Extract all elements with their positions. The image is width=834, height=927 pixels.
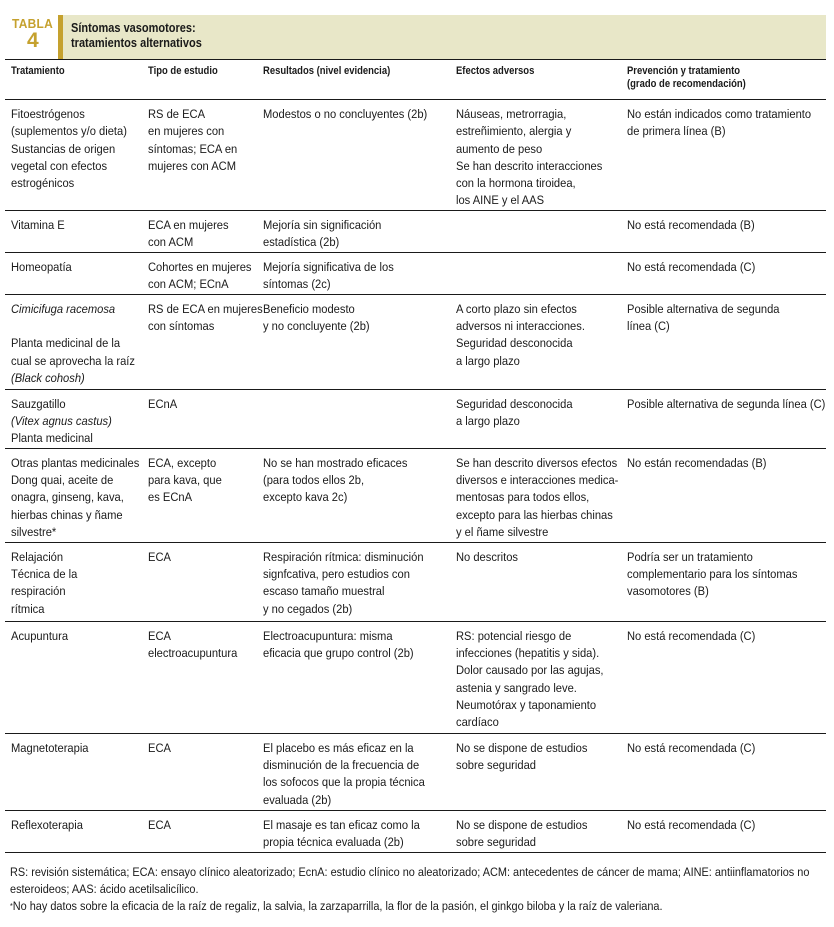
abbreviations-line1: RS: revisión sistemática; ECA: ensayo clínico aleatorizado; EcnA: estudio clínico no aleatorizado; ACM: antecedentes de cáncer de mama; AINE: antiinflamatorios no — [10, 865, 810, 879]
cell-line: El placebo es más eficaz en la — [263, 740, 414, 755]
cell-resultados — [263, 210, 456, 252]
cell-line: línea (C) — [627, 319, 670, 334]
table-row — [5, 448, 826, 542]
cell-line: No se dispone de estudios — [456, 817, 588, 832]
cell-line: síntomas; ECA en — [148, 141, 238, 156]
cell-line: No están indicados como tratamiento — [627, 107, 812, 121]
cell-tratamiento — [5, 389, 148, 448]
cell-prevencion-tratamiento — [627, 542, 826, 621]
cell-line: cardíaco — [456, 715, 499, 730]
column-header-efectos-adversos — [456, 60, 627, 100]
cell-line: Podría ser un tratamiento — [627, 549, 753, 564]
cell-line: diversos e interacciones medica- — [456, 473, 619, 488]
cell-line: excepto para las hierbas chinas — [456, 507, 613, 522]
cell-efectos-adversos — [456, 810, 627, 852]
cell-line: Mejoría significativa de los — [263, 259, 394, 274]
cell-line: sobre seguridad — [456, 758, 536, 773]
cell-line: No están recomendadas (B) — [627, 455, 767, 470]
cell-line: aumento de peso — [456, 141, 543, 156]
cell-line: No está recomendada (C) — [627, 628, 756, 643]
cell-line: Mejoría sin significación — [263, 217, 382, 232]
cell-line: y no cegados (2b) — [263, 601, 353, 616]
cell-line: ECA, excepto — [148, 455, 217, 470]
abbreviations-line2: esteroideos; AAS: ácido acetilsalicílico. — [10, 882, 199, 896]
cell-prevencion-tratamiento — [627, 733, 826, 810]
cell-line: disminución de la frecuencia de — [263, 758, 420, 773]
cell-tratamiento — [5, 252, 148, 294]
cell-line: Relajación — [11, 549, 64, 564]
cell-tipo-estudio — [148, 100, 263, 211]
cell-line: Seguridad desconocida — [456, 336, 573, 351]
table-row — [5, 733, 826, 810]
cell-line: (suplementos y/o dieta) — [11, 124, 127, 139]
cell-line: los AINE y el AAS — [456, 193, 545, 208]
cell-efectos-adversos — [456, 542, 627, 621]
treatments-table — [5, 59, 826, 853]
column-header-tratamiento — [5, 60, 148, 100]
cell-line: sobre seguridad — [456, 835, 536, 850]
cell-tratamiento — [5, 542, 148, 621]
cell-line: ECA — [148, 817, 171, 832]
cell-line: ECA — [148, 549, 171, 564]
column-header-line: Tratamiento — [11, 65, 65, 77]
cell-line: ECA en mujeres — [148, 217, 229, 232]
cell-tipo-estudio — [148, 448, 263, 542]
cell-efectos-adversos — [456, 389, 627, 448]
cell-efectos-adversos — [456, 733, 627, 810]
cell-line: RS: potencial riesgo de — [456, 628, 572, 643]
cell-line: No se dispone de estudios — [456, 740, 588, 755]
cell-line: No está recomendada (C) — [627, 817, 756, 832]
cell-line: cual se aprovecha la raíz — [11, 353, 135, 368]
cell-tipo-estudio — [148, 294, 263, 389]
title-box — [63, 15, 826, 59]
cell-line: Posible alternativa de segunda — [627, 301, 780, 316]
cell-line: Dolor causado por las agujas, — [456, 663, 604, 678]
table-row — [5, 389, 826, 448]
footnote-text: No hay datos sobre la eficacia de la raíz de regaliz, la salvia, la zarzaparrilla, la flor de la pasión, el ginkgo biloba y la raíz de valeriana. — [12, 899, 663, 913]
cell-line: estadística (2b) — [263, 235, 340, 250]
cell-line: propia técnica evaluada (2b) — [263, 835, 404, 850]
cell-prevencion-tratamiento — [627, 389, 826, 448]
cell-line: Beneficio modesto — [263, 301, 355, 316]
cell-line: (para todos ellos 2b, — [263, 473, 365, 488]
cell-line: para kava, que — [148, 473, 222, 488]
cell-line: con ACM — [148, 235, 194, 250]
cell-line: con ACM; ECnA — [148, 277, 229, 292]
column-header-line: (grado de recomendación) — [627, 78, 746, 90]
cell-tipo-estudio — [148, 733, 263, 810]
cell-line: Técnica de la — [11, 567, 78, 582]
cell-line: Otras plantas medicinales — [11, 455, 140, 470]
cell-line: ECA — [148, 628, 171, 643]
cell-line: a largo plazo — [456, 414, 520, 429]
cell-line: Dong quai, aceite de — [11, 473, 114, 488]
cell-line: escaso tamaño muestral — [263, 584, 385, 599]
cell-line: los sofocos que la propia técnica — [263, 775, 425, 790]
cell-line: astenia y sangrado leve. — [456, 680, 577, 695]
cell-line: mujeres con ACM — [148, 158, 237, 173]
cell-efectos-adversos — [456, 294, 627, 389]
cell-resultados — [263, 252, 456, 294]
cell-line: Sauzgatillo — [11, 396, 66, 411]
cell-line: Homeopatía — [11, 259, 72, 274]
footnote — [10, 898, 732, 915]
cell-line: estrogénicos — [11, 176, 75, 191]
cell-efectos-adversos — [456, 621, 627, 733]
cell-tipo-estudio — [148, 252, 263, 294]
cell-line: Sustancias de origen — [11, 141, 116, 156]
cell-resultados — [263, 389, 456, 448]
cell-line: Se han descrito interacciones — [456, 158, 603, 173]
column-header-prevencion-tratamiento — [627, 60, 826, 100]
cell-line: Cimicifuga racemosa — [11, 301, 116, 316]
cell-line: y el ñame silvestre — [456, 524, 549, 539]
cell-tipo-estudio — [148, 389, 263, 448]
cell-tratamiento — [5, 294, 148, 389]
cell-line: (Black cohosh) — [11, 370, 85, 385]
cell-tratamiento — [5, 210, 148, 252]
cell-line: Planta medicinal de la — [11, 336, 121, 351]
cell-efectos-adversos — [456, 448, 627, 542]
cell-line: signfcativa, pero estudios con — [263, 567, 410, 582]
cell-resultados — [263, 542, 456, 621]
table-header — [0, 15, 826, 59]
cell-prevencion-tratamiento — [627, 252, 826, 294]
cell-tipo-estudio — [148, 210, 263, 252]
cell-line: respiración — [11, 584, 66, 599]
cell-line: excepto kava 2c) — [263, 490, 348, 505]
cell-line: a largo plazo — [456, 353, 520, 368]
cell-line: síntomas (2c) — [263, 277, 331, 292]
cell-line: infecciones (hepatitis y sida). — [456, 646, 600, 661]
cell-line: ECA — [148, 740, 171, 755]
cell-tratamiento — [5, 621, 148, 733]
cell-line: No está recomendada (B) — [627, 217, 755, 232]
cell-prevencion-tratamiento — [627, 294, 826, 389]
cell-line: electroacupuntura — [148, 646, 238, 661]
cell-line: El masaje es tan eficaz como la — [263, 817, 420, 832]
cell-line: RS de ECA en mujeres — [148, 301, 263, 316]
cell-tipo-estudio — [148, 810, 263, 852]
cell-line — [11, 318, 134, 335]
cell-prevencion-tratamiento — [627, 100, 826, 211]
cell-line: Acupuntura — [11, 628, 69, 643]
cell-line: vegetal con efectos — [11, 158, 108, 173]
cell-line: Náuseas, metrorragia, — [456, 107, 567, 121]
cell-tratamiento — [5, 733, 148, 810]
cell-line: es ECnA — [148, 490, 193, 505]
cell-line: evaluada (2b) — [263, 792, 332, 807]
table-notes — [10, 864, 830, 915]
cell-line: con la hormona tiroidea, — [456, 176, 576, 191]
cell-efectos-adversos — [456, 252, 627, 294]
cell-line: rítmica — [11, 601, 45, 616]
footnote-mark: * — [10, 902, 13, 911]
cell-line: mentosas para todos ellos, — [456, 490, 590, 505]
cell-resultados — [263, 100, 456, 211]
cell-line: onagra, ginseng, kava, — [11, 490, 124, 505]
cell-line: Respiración rítmica: disminución — [263, 549, 424, 564]
cell-line: (Vitex agnus castus) — [11, 414, 112, 429]
cell-line: No está recomendada (C) — [627, 259, 756, 274]
cell-line: hierbas chinas y ñame — [11, 507, 123, 522]
cell-line: y no concluyente (2b) — [263, 319, 370, 334]
cell-line: de primera línea (B) — [627, 124, 726, 139]
column-header-line: Tipo de estudio — [148, 65, 218, 77]
cell-line: A corto plazo sin efectos — [456, 301, 577, 316]
cell-line: Neumotórax y taponamiento — [456, 697, 597, 712]
cell-line: Cohortes en mujeres — [148, 259, 252, 274]
table-tag — [0, 15, 58, 59]
table-header-row — [5, 60, 826, 100]
cell-tratamiento — [5, 100, 148, 211]
cell-line: complementario para los síntomas — [627, 567, 798, 582]
cell-efectos-adversos — [456, 100, 627, 211]
column-header-tipo-estudio — [148, 60, 263, 100]
table-number: 4 — [27, 29, 39, 52]
cell-tratamiento — [5, 810, 148, 852]
cell-line: Planta medicinal — [11, 431, 93, 446]
cell-tipo-estudio — [148, 621, 263, 733]
cell-line: estreñimiento, alergia y — [456, 124, 572, 139]
table-title-line2: tratamientos alternativos — [71, 36, 202, 50]
table-row — [5, 542, 826, 621]
cell-prevencion-tratamiento — [627, 810, 826, 852]
cell-resultados — [263, 810, 456, 852]
cell-resultados — [263, 294, 456, 389]
cell-line: Seguridad desconocida — [456, 396, 573, 411]
table-label: TABLA — [12, 16, 54, 31]
cell-line: Reflexoterapia — [11, 817, 83, 832]
table-row — [5, 100, 826, 211]
cell-tratamiento — [5, 448, 148, 542]
cell-line: Modestos o no concluyentes (2b) — [263, 107, 428, 121]
column-header-line: Resultados (nivel evidencia) — [263, 65, 391, 77]
cell-line: eficacia que grupo control (2b) — [263, 646, 414, 661]
cell-line: No está recomendada (C) — [627, 740, 756, 755]
cell-line: Magnetoterapia — [11, 740, 89, 755]
cell-line: con síntomas — [148, 319, 215, 334]
cell-resultados — [263, 733, 456, 810]
cell-line: No se han mostrado eficaces — [263, 455, 408, 470]
column-header-resultados — [263, 60, 456, 100]
cell-line: Se han descrito diversos efectos — [456, 455, 618, 470]
cell-line: Electroacupuntura: misma — [263, 628, 393, 643]
cell-line: en mujeres con — [148, 124, 225, 139]
cell-line: RS de ECA — [148, 107, 206, 121]
table-row — [5, 210, 826, 252]
cell-efectos-adversos — [456, 210, 627, 252]
table-row — [5, 294, 826, 389]
cell-line: ECnA — [148, 396, 178, 411]
table-body — [5, 100, 826, 853]
table-title-line1: Síntomas vasomotores: — [71, 21, 196, 35]
cell-resultados — [263, 621, 456, 733]
cell-tipo-estudio — [148, 542, 263, 621]
cell-prevencion-tratamiento — [627, 448, 826, 542]
cell-line: adversos ni interacciones. — [456, 319, 585, 334]
cell-line: No descritos — [456, 549, 518, 564]
cell-prevencion-tratamiento — [627, 621, 826, 733]
cell-prevencion-tratamiento — [627, 210, 826, 252]
table-row — [5, 810, 826, 852]
column-header-line: Efectos adversos — [456, 65, 535, 77]
cell-line: Vitamina E — [11, 217, 65, 232]
cell-line: silvestre* — [11, 524, 57, 539]
cell-line: vasomotores (B) — [627, 584, 709, 599]
cell-line: Fitoestrógenos — [11, 107, 85, 121]
column-header-line: Prevención y tratamiento — [627, 65, 741, 77]
table-row — [5, 621, 826, 733]
table-row — [5, 252, 826, 294]
cell-line: Posible alternativa de segunda línea (C) — [627, 396, 826, 411]
cell-resultados — [263, 448, 456, 542]
